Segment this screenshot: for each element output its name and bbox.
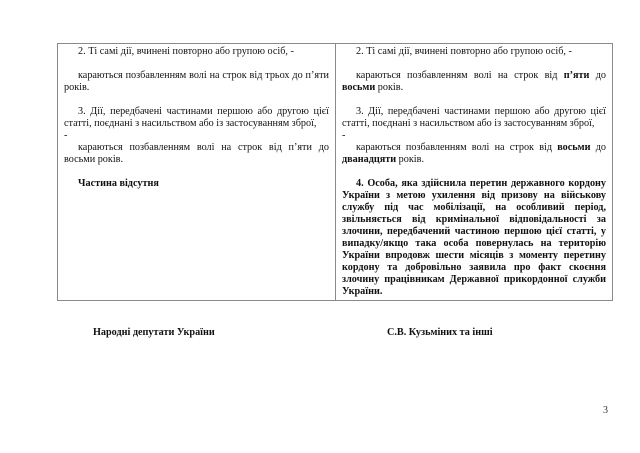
penalty-text: караються позбавленням волі на строк від	[356, 142, 558, 153]
penalty-max: восьми	[342, 82, 376, 93]
penalty-text: років.	[396, 154, 424, 165]
part-3-dash: -	[64, 130, 68, 141]
signature-authors: С.В. Кузьміних та інші	[387, 327, 493, 338]
proposed-text-column	[336, 44, 612, 300]
penalty-max: дванадцяти	[342, 154, 397, 165]
penalty-text: років.	[375, 82, 404, 93]
part-3-penalty: караються позбавленням волі на строк від п’яти до восьми років.	[64, 142, 329, 165]
part-3-text: 3. Дії, передбачені частинами першою або другою цієї статті, поєднані з насильством або із застосуванням зброї,	[64, 106, 329, 129]
penalty-text: караються позбавленням волі на строк від	[356, 70, 564, 81]
comparison-table	[57, 43, 613, 301]
part-3-dash: -	[342, 130, 346, 141]
penalty-text: до	[589, 70, 606, 81]
signature-deputies: Народні депутати України	[93, 327, 215, 338]
page-number: 3	[603, 405, 608, 416]
part-2-text: 2. Ті самі дії, вчинені повторно або групою осіб, -	[356, 46, 572, 57]
part-3-text: 3. Дії, передбачені частинами першою або другою цієї статті, поєднані з насильством або із застосуванням зброї,	[342, 106, 606, 129]
part-2-text: 2. Ті самі дії, вчинені повторно або групою осіб, -	[78, 46, 294, 57]
penalty-min: восьми	[557, 142, 591, 153]
part-4-absent: Частина відсутня	[78, 178, 159, 189]
part-2-penalty: караються позбавленням волі на строк від трьох до п’яти років.	[64, 70, 329, 93]
penalty-text: до	[590, 142, 606, 153]
penalty-min: п’яти	[563, 70, 590, 81]
part-4-text: 4. Особа, яка здійснила перетин державного кордону України з метою ухилення від призову на військову службу під час мобілізації, на особливий період, звільняється від кримінальної відповідальності за злочини, передбачений частиною першою цієї статті, у випадку/якщо така особа повернулась на територію України впродовж шести місяців з моменту перетину кордону та добровільно заявила про факт скоєння злочину працівникам Державної прикордонної служби України.	[342, 178, 606, 297]
current-text-column	[58, 44, 336, 300]
part-2-penalty	[342, 70, 606, 94]
part-3-penalty	[342, 142, 606, 166]
